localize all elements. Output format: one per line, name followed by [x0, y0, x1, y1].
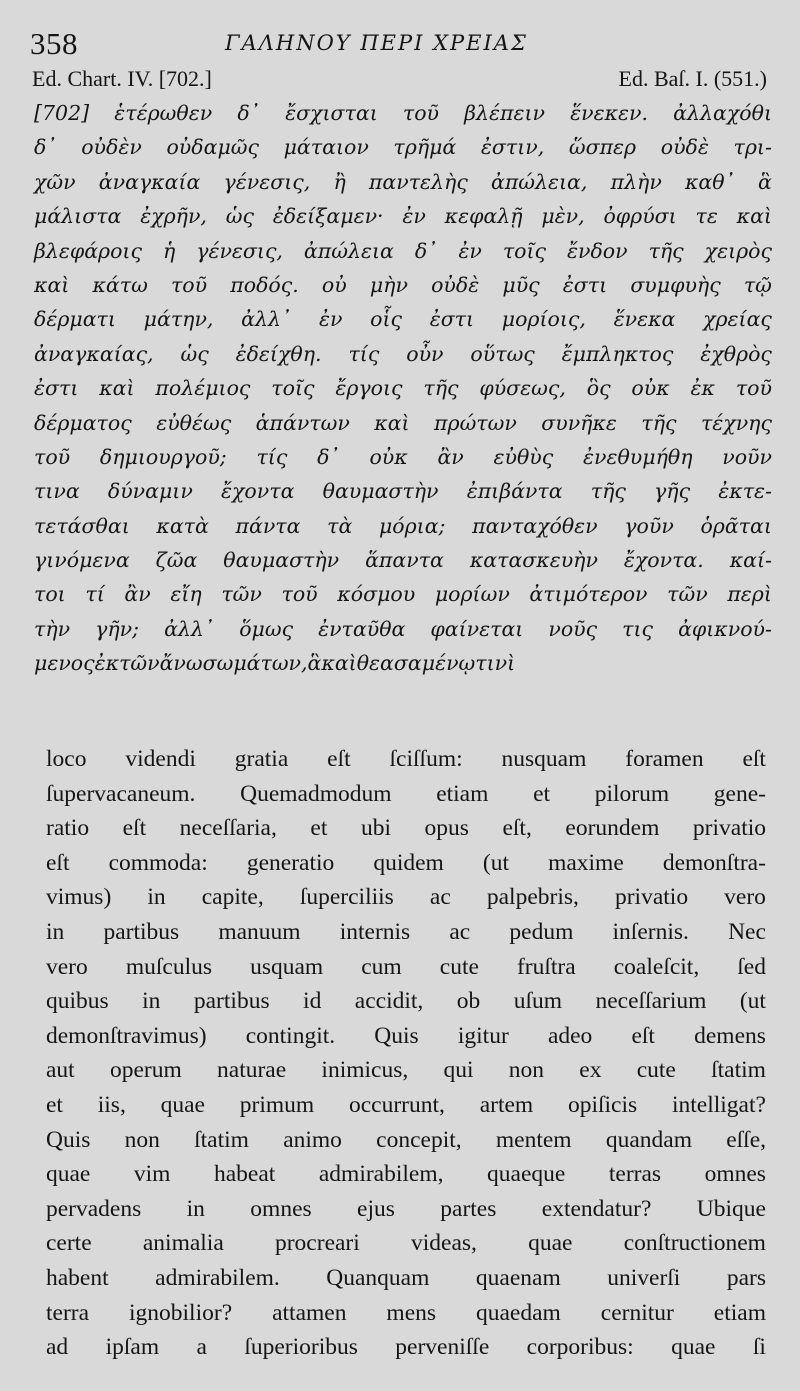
latin-text-line: ad ipſam a ſuperioribus perveniſſe corporibus: quae ſi	[46, 1334, 766, 1361]
running-head	[30, 26, 766, 62]
latin-text-line: aut operum naturae inimicus, qui non ex cute ſtatim	[46, 1057, 766, 1084]
latin-text-line: et iis, quae primum occurrunt, artem opiſicis intelligat?	[46, 1091, 766, 1118]
edition-references	[32, 66, 767, 96]
greek-text-line: δέρματος εὐθέως ἁπάντων καὶ πρώτων συνῆκε τῆς τέχνης	[34, 410, 772, 435]
greek-text-block	[34, 96, 772, 681]
greek-text-line: ἐστι καὶ πολέμιος τοῖς ἔργοις τῆς φύσεως, ὃς οὐκ ἐκ τοῦ	[34, 376, 772, 401]
latin-text-line: ratio eſt neceſſaria, et ubi opus eſt, eorundem privatio	[46, 815, 766, 842]
latin-text-line: pervadens in omnes ejus partes extendatur? Ubique	[46, 1195, 766, 1222]
greek-text-line: τετάσθαι κατὰ πάντα τὰ μόρια; πανταχόθεν γοῦν ὁρᾶται	[34, 513, 772, 538]
greek-text-line: τὴν γῆν; ἀλλ᾽ ὅμως ἐνταῦθα φαίνεται νοῦς τις ἀφικνού-	[34, 616, 772, 641]
greek-text-line: καὶ κάτω τοῦ ποδός. οὐ μὴν οὐδὲ μῦς ἐστι συμφυὴς τῷ	[34, 272, 772, 297]
greek-text-line: δέρματι μάτην, ἀλλ᾽ ἐν οἷς ἐστι μορίοις, ἕνεκα χρείας	[34, 307, 772, 332]
greek-text-line: τινα δύναμιν ἔχοντα θαυμαστὴν ἐπιβάντα τῆς γῆς ἐκτε-	[34, 479, 772, 504]
latin-text-line: certe animalia procreari videas, quae conſtructionem	[46, 1230, 766, 1257]
latin-text-line: vero muſculus usquam cum cute fruſtra coaleſcit, ſed	[46, 953, 766, 980]
greek-text-line: ἀναγκαίας, ὡς ἐδείχθη. τίς οὖν οὕτως ἔμπληκτος ἐχθρὸς	[34, 341, 772, 366]
latin-text-line: habent admirabilem. Quanquam quaenam univerſi pars	[46, 1264, 766, 1291]
greek-text-line: γινόμενα ζῶα θαυμαστὴν ἅπαντα κατασκευὴν ἔχοντα. καί-	[34, 548, 772, 573]
latin-text-line: in partibus manuum internis ac pedum inſernis. Nec	[46, 918, 766, 945]
greek-text-line: τοι τί ἂν εἴη τῶν τοῦ κόσμου μορίων ἀτιμότερον τῶν περὶ	[34, 582, 772, 607]
running-title: ΓΑΛΗΝΟΥ ΠΕΡΙ ΧΡΕΙΑΣ	[225, 31, 528, 55]
latin-text-line: terra ignobilior? attamen mens quaedam cernitur etiam	[46, 1299, 766, 1326]
latin-text-block	[46, 742, 766, 1365]
greek-text-line: βλεφάροις ἡ γένεσις, ἀπώλεια δ᾽ ἐν τοῖς ἔνδον τῆς χειρὸς	[34, 238, 772, 263]
latin-text-line: vimus) in capite, ſuperciliis ac palpebris, privatio vero	[46, 884, 766, 911]
page-number: 358	[30, 26, 78, 61]
latin-text-line: eſt commoda: generatio quidem (ut maxime demonſtra-	[46, 849, 766, 876]
greek-text-line: μενος ἐκ τῶν ἄνω σωμάτων, ἃ καὶ θεασαμένῳ τινὶ	[34, 651, 516, 676]
greek-text-line: χῶν ἀναγκαία γένεσις, ἢ παντελὴς ἀπώλεια, πλὴν καθ᾽ ἃ	[34, 169, 772, 194]
latin-text-line: quibus in partibus id accidit, ob uſum neceſſarium (ut	[46, 988, 766, 1015]
latin-text-line: Quis non ſtatim animo concepit, mentem quandam eſſe,	[46, 1126, 766, 1153]
greek-text-line: τοῦ δημιουργοῦ; τίς δ᾽ οὐκ ἂν εὐθὺς ἐνεθυμήθη νοῦν	[34, 444, 772, 469]
edition-basel: Ed. Baſ. I. (551.)	[618, 66, 767, 91]
edition-chartier: Ed. Chart. IV. [702.]	[32, 66, 212, 91]
latin-text-line: loco videndi gratia eſt ſciſſum: nusquam foramen eſt	[46, 746, 766, 772]
greek-text-line: [702] ἑτέρωθεν δ᾽ ἔσχισται τοῦ βλέπειν ἕνεκεν. ἀλλαχόθι	[34, 101, 772, 125]
greek-text-line: μάλιστα ἐχρῆν, ὡς ἐδείξαμεν· ἐν κεφαλῇ μὲν, ὀφρύσι τε καὶ	[34, 204, 772, 229]
latin-text-line: demonſtravimus) contingit. Quis igitur adeo eſt demens	[46, 1022, 766, 1049]
latin-text-line: quae vim habeat admirabilem, quaeque terras omnes	[46, 1161, 766, 1188]
latin-text-line: ſupervacaneum. Quemadmodum etiam et pilorum gene-	[46, 780, 766, 807]
greek-text-line: δ᾽ οὐδὲν οὐδαμῶς μάταιον τρῆμά ἐστιν, ὥσπερ οὐδὲ τρι-	[34, 135, 772, 160]
